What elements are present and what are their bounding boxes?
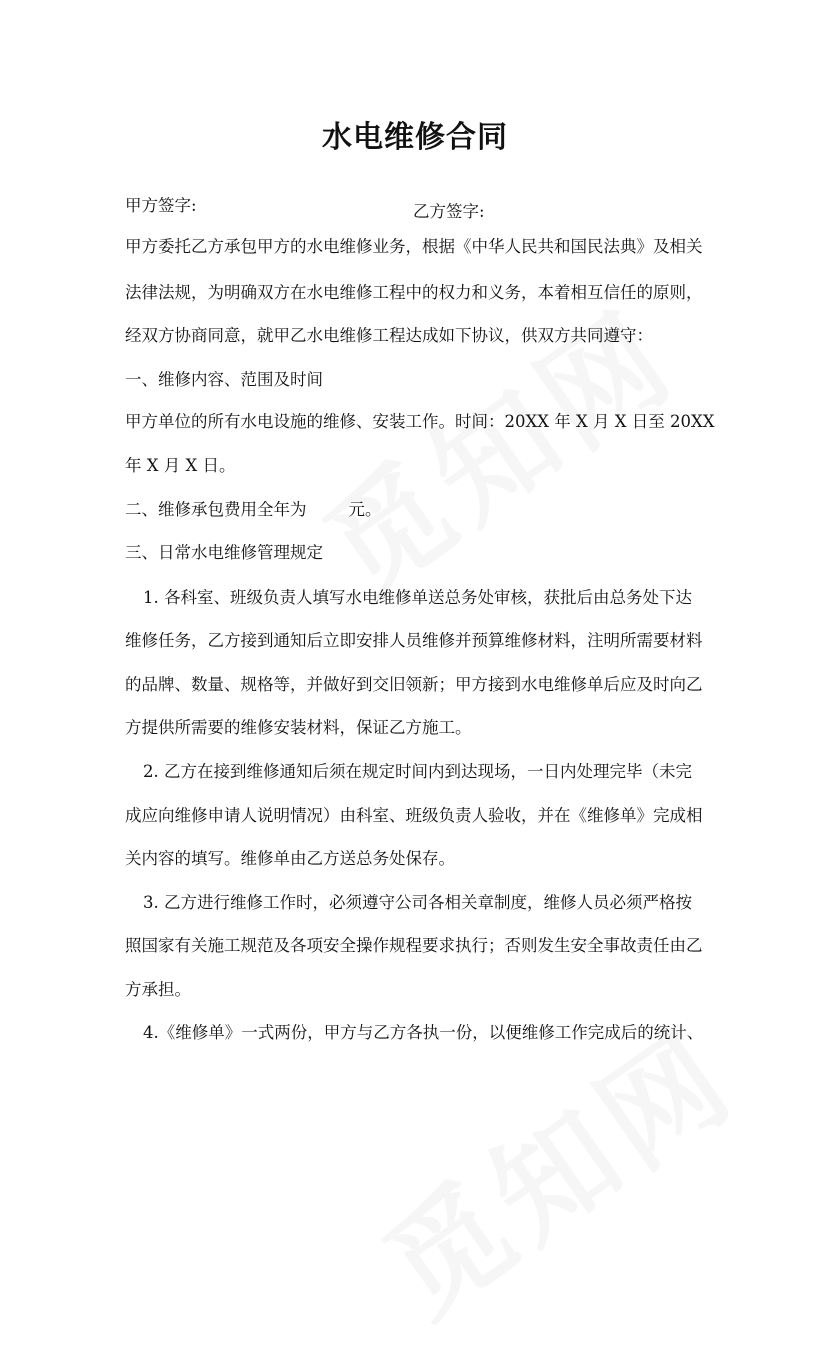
- preamble-line: 法律法规，为明确双方在水电维修工程中的权力和义务，本着相互信任的原则，: [125, 283, 703, 302]
- party-b-signature-label: 乙方签字:: [413, 202, 485, 221]
- item-2-line: 2. 乙方在接到维修通知后须在规定时间内到达现场，一日内处理完毕（未完: [143, 762, 692, 781]
- item-3-line: 方承担。: [125, 980, 191, 999]
- section-1-heading: 一、维修内容、范围及时间: [125, 370, 323, 389]
- item-1-line: 的品牌、数量、规格等，并做好到交旧领新；甲方接到水电维修单后应及时向乙: [125, 675, 703, 694]
- watermark: [286, 264, 704, 629]
- item-4-line: 4.《维修单》一式两份，甲方与乙方各执一份，以便维修工作完成后的统计、: [143, 1023, 704, 1042]
- section-1-body-line: 甲方单位的所有水电设施的维修、安装工作。时间：20XX 年 X 月 X 日至 20XX: [125, 412, 715, 431]
- item-2-line: 成应向维修申请人说明情况）由科室、班级负责人验收，并在《维修单》完成相: [125, 806, 703, 825]
- section-3-heading: 三、日常水电维修管理规定: [125, 543, 323, 562]
- party-a-signature-label: 甲方签字:: [125, 196, 197, 215]
- preamble-line: 经双方协商同意，就甲乙水电维修工程达成如下协议，供双方共同遵守：: [125, 326, 653, 345]
- section-1-body-line: 年 X 月 X 日。: [125, 456, 236, 475]
- item-2-line: 关内容的填写。维修单由乙方送总务处保存。: [125, 849, 455, 868]
- item-3-line: 3. 乙方进行维修工作时，必须遵守公司各相关章制度，维修人员必须严格按: [143, 893, 692, 912]
- document-title: 水电维修合同: [322, 120, 508, 155]
- item-3-line: 照国家有关施工规范及各项安全操作规程要求执行；否则发生安全事故责任由乙: [125, 936, 703, 955]
- preamble-line: 甲方委托乙方承包甲方的水电维修业务，根据《中华人民共和国民法典》及相关: [125, 237, 703, 256]
- section-2-fee: 二、维修承包费用全年为 元。: [125, 500, 382, 519]
- item-1-line: 1. 各科室、班级负责人填写水电维修单送总务处审核，获批后由总务处下达: [143, 588, 692, 607]
- item-1-line: 维修任务，乙方接到通知后立即安排人员维修并预算维修材料，注明所需要材料: [125, 631, 703, 650]
- item-1-line: 方提供所需要的维修安装材料，保证乙方施工。: [125, 718, 472, 737]
